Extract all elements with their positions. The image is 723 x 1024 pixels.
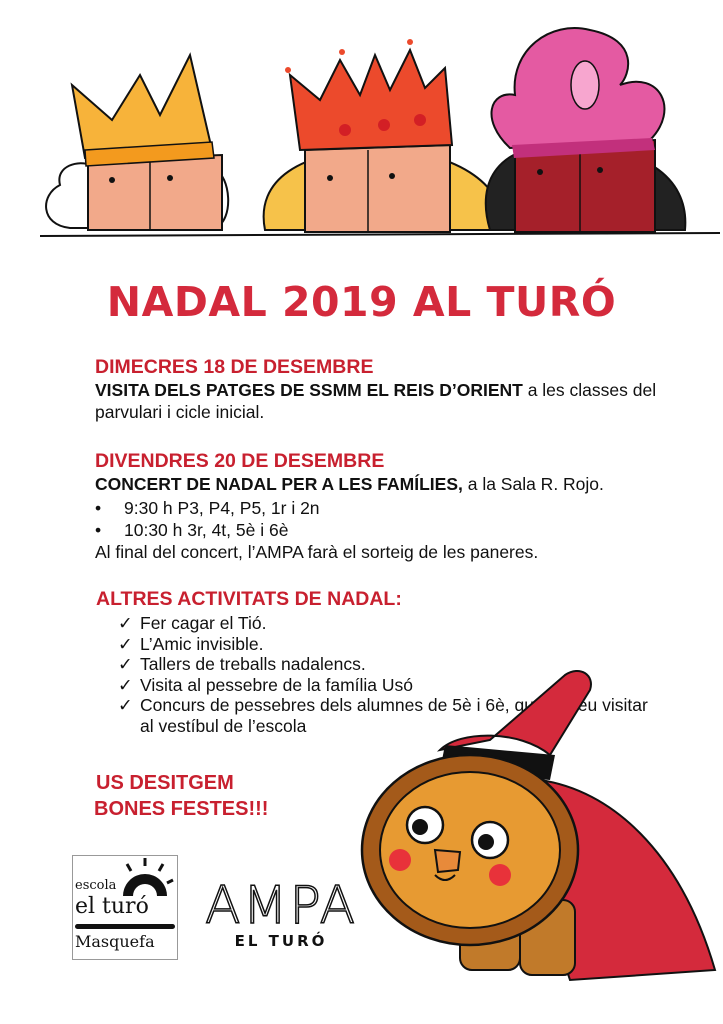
section-heading: DIMECRES 18 DE DESEMBRE [95, 356, 374, 378]
king-red-crown [264, 39, 502, 232]
ampa-logo [205, 876, 358, 950]
section-heading: ALTRES ACTIVITATS DE NADAL: [96, 588, 402, 610]
greeting [96, 770, 268, 822]
school-logo-text: escola [75, 878, 117, 893]
schedule-item: • 9:30 h P3, P4, P5, 1r i 2n [95, 497, 710, 519]
greeting-line: BONES FESTES!!! [94, 798, 269, 820]
school-logo [72, 855, 178, 960]
page-title: NADAL 2019 AL TURÓ [106, 278, 617, 326]
activity-item: ✓ Visita al pessebre de la família Usó [118, 675, 656, 696]
event-description: a les classes del parvulari i cicle inicial. [95, 380, 657, 422]
section-wednesday [95, 356, 710, 423]
activity-item: ✓ Tallers de treballs nadalencs. [118, 654, 656, 675]
ampa-logo-subtitle: EL TURÓ [234, 932, 328, 950]
activity-item: ✓ L’Amic invisible. [118, 634, 656, 655]
section-heading: DIVENDRES 20 DE DESEMBRE [95, 450, 385, 472]
school-logo-text: el turó [75, 894, 149, 919]
schedule-item: • 10:30 h 3r, 4t, 5è i 6è [95, 519, 710, 541]
event-note: Al final del concert, l’AMPA farà el sorteig de les paneres. [95, 542, 539, 562]
section-friday [95, 450, 710, 563]
king-yellow-crown [46, 55, 228, 230]
school-logo-text: Masquefa [75, 932, 155, 951]
event-title: CONCERT DE NADAL PER A LES FAMÍLIES, [95, 474, 463, 494]
sun-icon [113, 858, 175, 898]
baseline-divider [40, 233, 720, 236]
activity-item: ✓ Fer cagar el Tió. [118, 613, 656, 634]
three-kings-illustration [0, 0, 723, 245]
event-description: a la Sala R. Rojo. [462, 474, 604, 494]
tio-illustration [350, 660, 723, 990]
brush-stroke [75, 924, 175, 929]
event-title: VISITA DELS PATGES DE SSMM EL REIS D’ORIENT [95, 380, 523, 400]
ampa-logo-text: AMPA [205, 876, 358, 936]
activity-item: ✓ Concurs de pessebres dels alumnes de 5è i 6è, que podeu visitar al vestíbul de l’escola [118, 695, 650, 736]
greeting-line: US DESITGEM [96, 772, 234, 794]
king-pink-crown [486, 28, 686, 232]
